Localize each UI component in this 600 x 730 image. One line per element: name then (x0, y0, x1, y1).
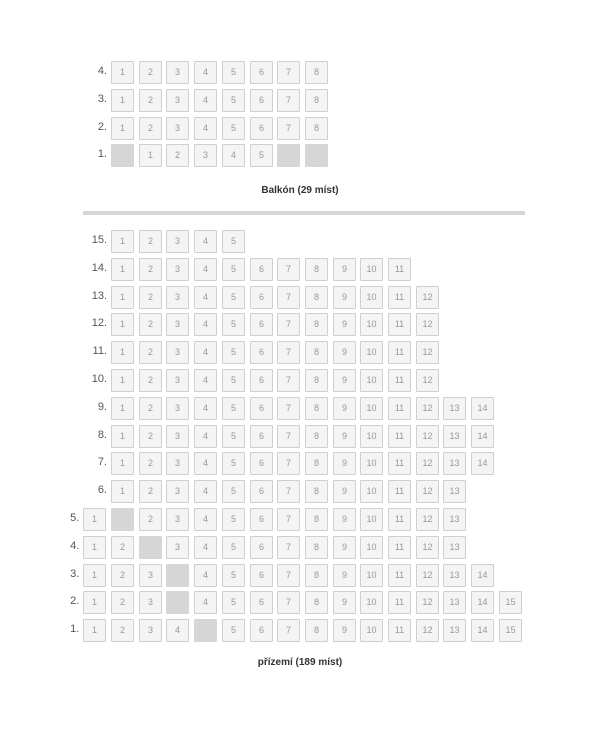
seat-row (0, 286, 600, 311)
seat[interactable]: 10 (360, 452, 383, 475)
seat[interactable]: 8 (305, 452, 328, 475)
row-label: 5. (70, 512, 80, 524)
seat[interactable]: 2 (139, 286, 162, 309)
seat[interactable]: 8 (305, 61, 328, 84)
seat-row (0, 258, 600, 283)
seat[interactable]: 1 (111, 425, 134, 448)
seat[interactable]: 6 (250, 564, 273, 587)
seat[interactable]: 4 (194, 508, 217, 531)
seat[interactable]: 3 (166, 286, 189, 309)
seat[interactable]: 7 (277, 425, 300, 448)
row-label: 14. (91, 262, 107, 274)
seat[interactable]: 2 (139, 117, 162, 140)
seat-row (0, 508, 600, 533)
seat[interactable]: 5 (222, 619, 245, 642)
seat-row (0, 230, 600, 255)
seat[interactable]: 2 (139, 452, 162, 475)
seat[interactable]: 1 (111, 230, 134, 253)
seat[interactable]: 11 (388, 286, 411, 309)
seat[interactable]: 7 (277, 508, 300, 531)
seat-row (0, 397, 600, 422)
seat[interactable]: 7 (277, 480, 300, 503)
seat[interactable]: 14 (471, 452, 494, 475)
seat[interactable]: 3 (166, 61, 189, 84)
seat[interactable]: 3 (166, 425, 189, 448)
seat[interactable]: 2 (139, 230, 162, 253)
seat[interactable]: 1 (111, 341, 134, 364)
seat[interactable]: 11 (388, 397, 411, 420)
seat[interactable]: 4 (194, 117, 217, 140)
row-label: 13. (91, 290, 107, 302)
seat[interactable]: 9 (333, 313, 356, 336)
seat[interactable]: 9 (333, 397, 356, 420)
seat[interactable]: 8 (305, 397, 328, 420)
seat[interactable]: 1 (111, 286, 134, 309)
seat[interactable]: 12 (416, 480, 439, 503)
seat[interactable]: 12 (416, 508, 439, 531)
seat-row (0, 452, 600, 477)
seat[interactable]: 2 (111, 536, 134, 559)
seat[interactable]: 6 (250, 536, 273, 559)
seat[interactable]: 13 (443, 508, 466, 531)
seat[interactable]: 9 (333, 341, 356, 364)
seat[interactable]: 5 (222, 117, 245, 140)
seat[interactable]: 3 (166, 369, 189, 392)
seat[interactable]: 4 (194, 341, 217, 364)
seat-unavailable (166, 564, 189, 587)
seat[interactable]: 1 (83, 591, 106, 614)
seat[interactable]: 13 (443, 591, 466, 614)
seat[interactable]: 5 (222, 591, 245, 614)
seat[interactable]: 6 (250, 480, 273, 503)
seat[interactable]: 4 (194, 564, 217, 587)
seat-unavailable (305, 144, 328, 167)
seat[interactable]: 13 (443, 619, 466, 642)
seat[interactable]: 1 (83, 536, 106, 559)
seat[interactable]: 1 (139, 144, 162, 167)
seat[interactable]: 2 (139, 89, 162, 112)
seat[interactable]: 4 (222, 144, 245, 167)
row-label: 1. (97, 148, 107, 160)
seat[interactable]: 12 (416, 286, 439, 309)
row-label: 15. (91, 234, 107, 246)
seat[interactable]: 1 (111, 313, 134, 336)
seat[interactable]: 8 (305, 286, 328, 309)
seat[interactable]: 8 (305, 369, 328, 392)
seat[interactable]: 9 (333, 425, 356, 448)
seat-row (0, 536, 600, 561)
seat[interactable]: 14 (471, 619, 494, 642)
seat[interactable]: 4 (194, 536, 217, 559)
seat-unavailable (111, 508, 134, 531)
seat[interactable]: 10 (360, 425, 383, 448)
seat[interactable]: 4 (194, 89, 217, 112)
seat[interactable]: 4 (166, 619, 189, 642)
seat[interactable]: 6 (250, 508, 273, 531)
seat[interactable]: 10 (360, 313, 383, 336)
seat-row (0, 61, 600, 86)
seat[interactable]: 8 (305, 564, 328, 587)
seat[interactable]: 9 (333, 564, 356, 587)
seat[interactable]: 6 (250, 619, 273, 642)
seat[interactable]: 10 (360, 341, 383, 364)
seat[interactable]: 6 (250, 452, 273, 475)
seat[interactable]: 7 (277, 397, 300, 420)
seat-unavailable (194, 619, 217, 642)
seat[interactable]: 12 (416, 369, 439, 392)
seat[interactable]: 2 (139, 341, 162, 364)
seat[interactable]: 4 (194, 313, 217, 336)
seat[interactable]: 3 (166, 536, 189, 559)
seat[interactable]: 7 (277, 286, 300, 309)
seat[interactable]: 2 (139, 425, 162, 448)
seat[interactable]: 7 (277, 452, 300, 475)
seat[interactable]: 7 (277, 619, 300, 642)
seat[interactable]: 7 (277, 369, 300, 392)
seat[interactable]: 13 (443, 564, 466, 587)
seat[interactable]: 11 (388, 480, 411, 503)
seat[interactable]: 10 (360, 258, 383, 281)
seat[interactable]: 8 (305, 258, 328, 281)
seat[interactable]: 6 (250, 425, 273, 448)
row-label: 11. (92, 345, 107, 357)
seat[interactable]: 10 (360, 619, 383, 642)
seat[interactable]: 5 (222, 341, 245, 364)
seat[interactable]: 14 (471, 425, 494, 448)
seat[interactable]: 6 (250, 286, 273, 309)
row-label: 7. (97, 456, 107, 468)
seat[interactable]: 12 (416, 564, 439, 587)
seat[interactable]: 11 (388, 591, 411, 614)
seat[interactable]: 8 (305, 591, 328, 614)
seat-unavailable (166, 591, 189, 614)
seat-row (0, 369, 600, 394)
seat[interactable]: 2 (139, 61, 162, 84)
seat[interactable]: 13 (443, 480, 466, 503)
seat[interactable]: 13 (443, 536, 466, 559)
seat[interactable]: 11 (388, 369, 411, 392)
seat[interactable]: 9 (333, 536, 356, 559)
seat[interactable]: 7 (277, 313, 300, 336)
seat[interactable]: 1 (111, 117, 134, 140)
seat[interactable]: 8 (305, 341, 328, 364)
seat[interactable]: 12 (416, 452, 439, 475)
seat[interactable]: 9 (333, 619, 356, 642)
seat[interactable]: 3 (166, 397, 189, 420)
seat[interactable]: 11 (388, 425, 411, 448)
seat[interactable]: 9 (333, 452, 356, 475)
seat[interactable]: 10 (360, 397, 383, 420)
seat[interactable]: 11 (388, 313, 411, 336)
seat[interactable]: 3 (139, 564, 162, 587)
seat[interactable]: 9 (333, 258, 356, 281)
seat[interactable]: 11 (388, 341, 411, 364)
row-label: 1. (70, 623, 80, 635)
seat[interactable]: 1 (111, 369, 134, 392)
seat[interactable]: 11 (388, 452, 411, 475)
seat[interactable]: 5 (222, 369, 245, 392)
seat-row (0, 591, 600, 616)
seat[interactable]: 7 (277, 258, 300, 281)
seat-row (0, 480, 600, 505)
seat[interactable]: 5 (222, 313, 245, 336)
seat[interactable]: 6 (250, 313, 273, 336)
seat[interactable]: 6 (250, 591, 273, 614)
seat[interactable]: 1 (111, 61, 134, 84)
seat[interactable]: 3 (166, 508, 189, 531)
seat[interactable]: 12 (416, 397, 439, 420)
seat[interactable]: 9 (333, 591, 356, 614)
seat[interactable]: 7 (277, 89, 300, 112)
seat[interactable]: 2 (139, 397, 162, 420)
seat[interactable]: 12 (416, 341, 439, 364)
seat[interactable]: 2 (139, 313, 162, 336)
seat[interactable]: 15 (499, 619, 522, 642)
seat[interactable]: 6 (250, 117, 273, 140)
seat[interactable]: 11 (388, 508, 411, 531)
seat[interactable]: 8 (305, 536, 328, 559)
seat[interactable]: 13 (443, 425, 466, 448)
seat[interactable]: 8 (305, 117, 328, 140)
seat[interactable]: 5 (222, 480, 245, 503)
seat[interactable]: 3 (166, 258, 189, 281)
seat[interactable]: 14 (471, 564, 494, 587)
seat[interactable]: 8 (305, 313, 328, 336)
seat[interactable]: 5 (222, 89, 245, 112)
seat[interactable]: 3 (166, 341, 189, 364)
seat[interactable]: 11 (388, 619, 411, 642)
seat[interactable]: 6 (250, 61, 273, 84)
seat[interactable]: 6 (250, 397, 273, 420)
section-divider (83, 211, 525, 215)
seat[interactable]: 11 (388, 536, 411, 559)
row-label: 4. (70, 540, 80, 552)
seat[interactable]: 7 (277, 61, 300, 84)
seat[interactable]: 9 (333, 369, 356, 392)
seat[interactable]: 3 (166, 313, 189, 336)
seat[interactable]: 5 (222, 452, 245, 475)
seat[interactable]: 2 (111, 591, 134, 614)
seat-row (0, 144, 600, 169)
seat-row (0, 619, 600, 644)
seat-row (0, 313, 600, 338)
seat[interactable]: 1 (111, 452, 134, 475)
seat[interactable]: 1 (111, 480, 134, 503)
seat[interactable]: 7 (277, 117, 300, 140)
seat[interactable]: 2 (139, 508, 162, 531)
seat[interactable]: 15 (499, 591, 522, 614)
seat[interactable]: 12 (416, 619, 439, 642)
seat[interactable]: 10 (360, 591, 383, 614)
row-label: 2. (70, 595, 80, 607)
seat[interactable]: 2 (111, 619, 134, 642)
seat[interactable]: 3 (194, 144, 217, 167)
row-label: 4. (97, 65, 107, 77)
row-label: 3. (70, 568, 80, 580)
seat[interactable]: 8 (305, 619, 328, 642)
row-label: 12. (91, 317, 107, 329)
seat[interactable]: 2 (111, 564, 134, 587)
seat[interactable]: 2 (166, 144, 189, 167)
section-title: přízemí (189 míst) (257, 657, 343, 668)
seat[interactable]: 1 (83, 508, 106, 531)
seat[interactable]: 8 (305, 425, 328, 448)
seat-unavailable (277, 144, 300, 167)
seat[interactable]: 4 (194, 61, 217, 84)
seat[interactable]: 1 (111, 397, 134, 420)
seat[interactable]: 4 (194, 480, 217, 503)
seat[interactable]: 4 (194, 425, 217, 448)
seat[interactable]: 2 (139, 258, 162, 281)
seat[interactable]: 5 (222, 425, 245, 448)
seat[interactable]: 7 (277, 536, 300, 559)
seat[interactable]: 1 (83, 564, 106, 587)
seat[interactable]: 9 (333, 286, 356, 309)
seat[interactable]: 4 (194, 286, 217, 309)
seat[interactable]: 6 (250, 89, 273, 112)
seat[interactable]: 12 (416, 536, 439, 559)
seat[interactable]: 3 (139, 619, 162, 642)
seat[interactable]: 5 (250, 144, 273, 167)
seat[interactable]: 8 (305, 89, 328, 112)
seat[interactable]: 12 (416, 425, 439, 448)
seat[interactable]: 3 (166, 117, 189, 140)
section-title: Balkón (29 míst) (261, 185, 339, 196)
seat[interactable]: 10 (360, 508, 383, 531)
seat[interactable]: 10 (360, 286, 383, 309)
seat[interactable]: 4 (194, 397, 217, 420)
seat[interactable]: 4 (194, 230, 217, 253)
seat[interactable]: 11 (388, 258, 411, 281)
seat[interactable]: 13 (443, 452, 466, 475)
row-label: 8. (97, 429, 107, 441)
seat[interactable]: 1 (83, 619, 106, 642)
row-label: 3. (97, 93, 107, 105)
seat[interactable]: 8 (305, 508, 328, 531)
seat[interactable]: 5 (222, 508, 245, 531)
seat-row (0, 117, 600, 142)
seat[interactable]: 1 (111, 258, 134, 281)
seat-row (0, 425, 600, 450)
seat[interactable]: 9 (333, 508, 356, 531)
seat[interactable]: 6 (250, 258, 273, 281)
seat[interactable]: 4 (194, 452, 217, 475)
seat[interactable]: 13 (443, 397, 466, 420)
seat[interactable]: 2 (139, 369, 162, 392)
seat[interactable]: 3 (166, 89, 189, 112)
seat[interactable]: 3 (139, 591, 162, 614)
seat[interactable]: 6 (250, 341, 273, 364)
row-label: 6. (97, 484, 107, 496)
seat-unavailable (111, 144, 134, 167)
row-label: 9. (97, 401, 107, 413)
seat[interactable]: 7 (277, 564, 300, 587)
seat[interactable]: 12 (416, 591, 439, 614)
seat-row (0, 341, 600, 366)
seat[interactable]: 5 (222, 564, 245, 587)
seat[interactable]: 14 (471, 591, 494, 614)
seat[interactable]: 6 (250, 369, 273, 392)
seat[interactable]: 3 (166, 452, 189, 475)
seat[interactable]: 4 (194, 369, 217, 392)
seat[interactable]: 10 (360, 369, 383, 392)
seat[interactable]: 14 (471, 397, 494, 420)
seat[interactable]: 1 (111, 89, 134, 112)
seat-unavailable (139, 536, 162, 559)
seat[interactable]: 11 (388, 564, 411, 587)
seat-row (0, 564, 600, 589)
seat[interactable]: 4 (194, 591, 217, 614)
seat[interactable]: 5 (222, 536, 245, 559)
seat[interactable]: 10 (360, 480, 383, 503)
seat[interactable]: 7 (277, 341, 300, 364)
seat[interactable]: 3 (166, 230, 189, 253)
seat[interactable]: 10 (360, 536, 383, 559)
seat[interactable]: 5 (222, 397, 245, 420)
seat[interactable]: 8 (305, 480, 328, 503)
seat[interactable]: 12 (416, 313, 439, 336)
seat[interactable]: 2 (139, 480, 162, 503)
seat[interactable]: 7 (277, 591, 300, 614)
seat[interactable]: 3 (166, 480, 189, 503)
seat[interactable]: 10 (360, 564, 383, 587)
row-label: 10. (91, 373, 107, 385)
seat[interactable]: 9 (333, 480, 356, 503)
seat[interactable]: 5 (222, 230, 245, 253)
seat[interactable]: 5 (222, 258, 245, 281)
seat[interactable]: 5 (222, 61, 245, 84)
seat[interactable]: 4 (194, 258, 217, 281)
seat-row (0, 89, 600, 114)
row-label: 2. (97, 121, 107, 133)
seat[interactable]: 5 (222, 286, 245, 309)
